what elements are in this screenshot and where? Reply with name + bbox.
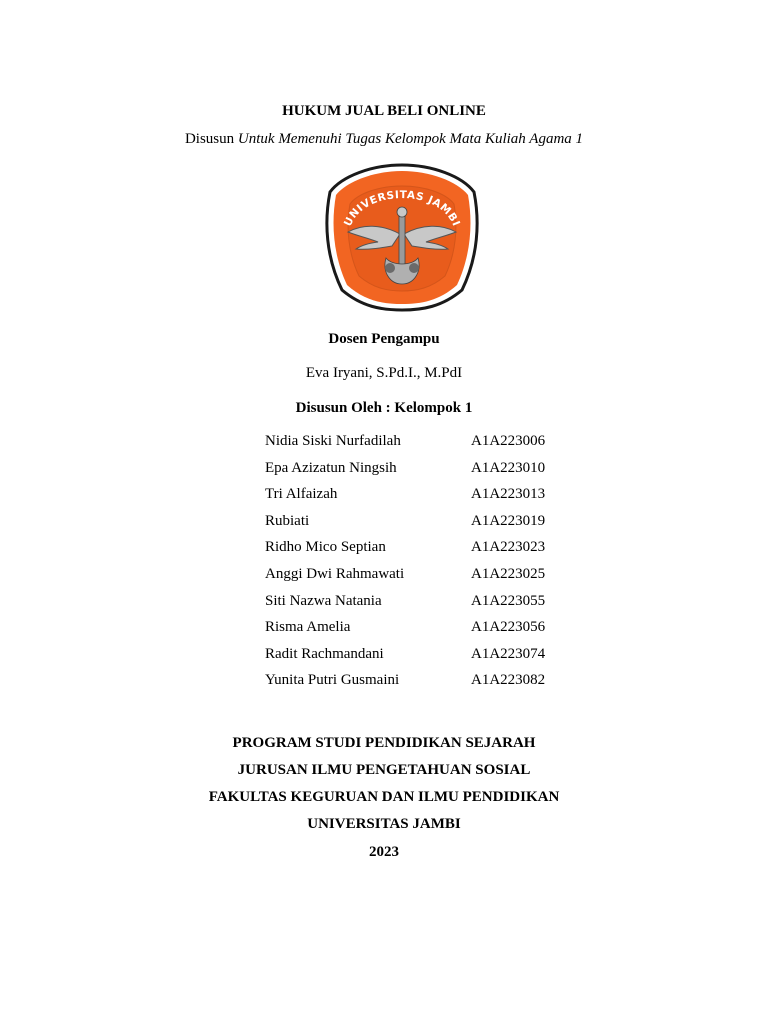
member-nim: A1A223082: [471, 672, 546, 689]
member-name: Siti Nazwa Natania: [265, 592, 382, 609]
member-nim: A1A223023: [471, 539, 546, 556]
list-item: [265, 565, 565, 592]
university-logo-icon: [322, 162, 482, 312]
member-nim: A1A223074: [471, 645, 546, 662]
year: 2023: [369, 844, 399, 860]
list-item: [265, 512, 565, 539]
member-nim: A1A223055: [471, 592, 546, 609]
member-nim: A1A223025: [471, 565, 546, 582]
logo-text: UNIVERSITAS JAMBI: [341, 188, 463, 229]
list-item: [265, 459, 565, 486]
list-item: [265, 618, 565, 645]
university-name: UNIVERSITAS JAMBI: [307, 816, 461, 832]
faculty: FAKULTAS KEGURUAN DAN ILMU PENDIDIKAN: [208, 789, 560, 805]
subtitle-prefix: Disusun: [184, 131, 238, 147]
lecturer-heading: Dosen Pengampu: [328, 331, 440, 347]
list-item: [265, 432, 565, 459]
subtitle-purpose: Untuk Memenuhi Tugas Kelompok Mata Kuliah Agama 1: [237, 131, 584, 147]
list-item: [265, 645, 565, 672]
member-name: Rubiati: [265, 512, 310, 529]
member-nim: A1A223019: [471, 512, 546, 529]
member-nim: A1A223006: [471, 433, 546, 449]
member-name: Anggi Dwi Rahmawati: [265, 565, 405, 582]
member-name: Tri Alfaizah: [265, 486, 338, 503]
group-heading: Disusun Oleh : Kelompok 1: [295, 400, 473, 416]
member-list: [265, 432, 565, 698]
member-name: Risma Amelia: [265, 619, 351, 636]
university-logo: [322, 162, 482, 312]
member-nim: A1A223013: [471, 486, 546, 503]
study-program: PROGRAM STUDI PENDIDIKAN SEJARAH: [232, 735, 536, 751]
list-item: [265, 538, 565, 565]
member-name: Nidia Siski Nurfadilah: [265, 433, 401, 449]
list-item: [265, 671, 565, 698]
department: JURUSAN ILMU PENGETAHUAN SOSIAL: [237, 762, 531, 778]
list-item: [265, 592, 565, 619]
lecturer-name: Eva Iryani, S.Pd.I., M.PdI: [305, 365, 463, 381]
member-name: Epa Azizatun Ningsih: [265, 459, 397, 476]
member-nim: A1A223056: [471, 619, 546, 636]
member-name: Yunita Putri Gusmaini: [265, 672, 400, 689]
member-name: Ridho Mico Septian: [265, 539, 386, 556]
list-item: [265, 485, 565, 512]
member-name: Radit Rachmandani: [265, 645, 384, 662]
document-subtitle: [0, 130, 768, 148]
member-nim: A1A223010: [471, 459, 546, 476]
document-title: HUKUM JUAL BELI ONLINE: [282, 103, 486, 119]
